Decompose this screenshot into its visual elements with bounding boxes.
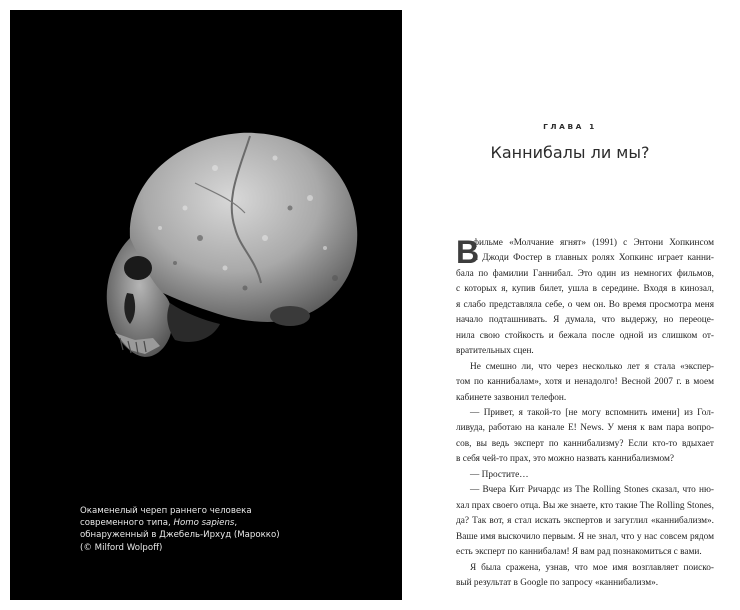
text-line: вый результат в Google по запросу «каннибализм».	[456, 577, 659, 588]
text-line: бала по фамилии Ганнибал. Это один из немногих фильмов,	[456, 268, 714, 279]
text-page	[402, 0, 740, 610]
text-line: Я была сражена, узнав, что мое имя возглавляет поиско-	[470, 562, 714, 573]
text-line: с которых я, купив билет, ушла в середине. Входя в кинозал,	[456, 284, 714, 295]
caption-line-4: (© Milford Wolpoff)	[80, 542, 163, 553]
caption-line-1: Окаменелый череп раннего человека	[80, 506, 252, 516]
text-line: — Привет, я такой-то [не могу вспомнить имени] из Гол-	[470, 407, 714, 418]
text-line: — Простите…	[470, 469, 529, 480]
text-line: да? Так вот, я стал искать экспертов и загуглил «каннибализм».	[456, 516, 714, 527]
text-line: вратительных сцен.	[456, 346, 534, 357]
caption-line-2	[80, 517, 290, 529]
text-line: Не смешно ли, что через несколько лет я стала «экспер-	[470, 361, 714, 372]
drop-cap: В	[456, 234, 480, 270]
text-line: сов, вы ведь эксперт по каннибализму? Если кто-то вдыхает	[456, 438, 714, 449]
photo-caption	[80, 505, 290, 554]
text-line: кабинете зазвонил телефон.	[456, 392, 567, 403]
body-text	[456, 236, 714, 591]
text-line: хал прах своего отца. Вы же знаете, кто такие The Rolling Stones,	[456, 500, 714, 511]
text-line: есть эксперт по каннибалам! Я вам рад познакомиться с вами.	[456, 547, 702, 558]
text-line: — Вчера Кит Ричардс из The Rolling Stones сказал, что ню-	[470, 485, 714, 496]
text-line: я слабо представляла себе, о чем он. Во время просмотра меня	[456, 299, 714, 310]
caption-species-suffix: ,	[234, 518, 238, 529]
chapter-title: Каннибалы ли мы?	[490, 143, 650, 162]
text-line: нила свою стойкость и бежала после одной из слишком от-	[456, 330, 714, 341]
skull-photo	[35, 88, 375, 388]
text-line: и Джоди Фостер в главных ролях Хопкинс играет канни-	[473, 253, 714, 264]
text-line: начало подташнивать. Я думала, что выдержу, но переоце-	[456, 315, 714, 326]
photo-page	[10, 10, 402, 600]
caption-species: Homo sapiens	[173, 518, 235, 529]
text-line: Ваше имя выскочило первым. Я не знал, что у нас совсем рядом	[456, 531, 714, 542]
chapter-label: ГЛАВА 1	[543, 122, 597, 131]
caption-line-3: обнаруженный в Джебель-Ирхуд (Марокко)	[80, 530, 280, 541]
text-line: том по каннибалам», хотя и ненадолго! Весной 2007 г. в моем	[456, 377, 714, 388]
text-line: фильме «Молчание ягнят» (1991) с Энтони Хопкинсом	[473, 238, 714, 248]
text-line: в себя чей-то прах, это можно назвать каннибализмом?	[456, 454, 675, 465]
caption-line-2-text: современного типа,	[80, 518, 174, 529]
text-line: ливуда, работаю на канале E! News. У меня к вам пара вопро-	[456, 423, 714, 434]
